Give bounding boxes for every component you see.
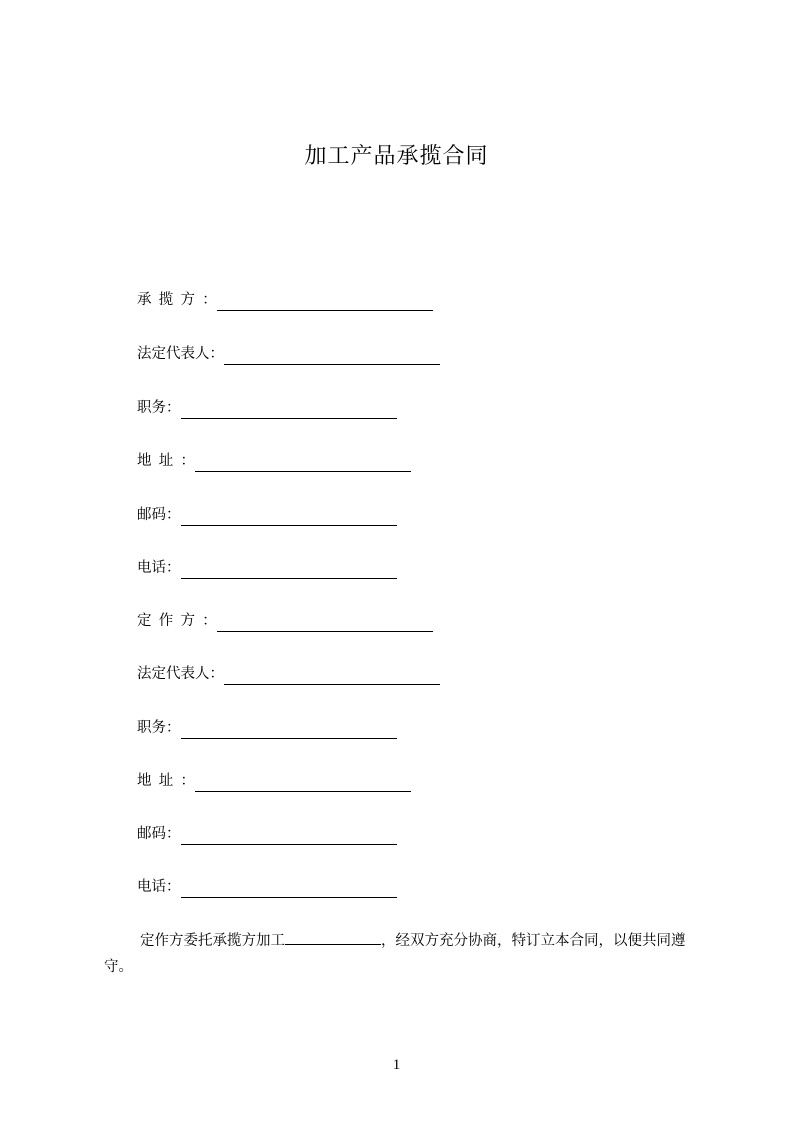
client-postcode-field xyxy=(137,821,397,847)
colon: ： xyxy=(166,560,181,576)
contractor-phone-label: 电话 xyxy=(137,560,166,576)
contractor-phone-field xyxy=(137,555,397,581)
contractor-position-blank[interactable] xyxy=(181,400,397,419)
colon: ： xyxy=(202,613,217,629)
contractor-phone-blank[interactable] xyxy=(181,560,397,579)
contractor-postcode-label: 邮码 xyxy=(137,507,166,523)
contractor-rep-blank[interactable] xyxy=(224,346,440,365)
contractor-party-blank[interactable] xyxy=(217,292,433,311)
client-party-label: 定作方 xyxy=(137,613,203,629)
colon: ： xyxy=(180,773,195,789)
colon: ： xyxy=(166,720,181,736)
client-postcode-blank[interactable] xyxy=(181,826,397,845)
client-phone-label: 电话 xyxy=(137,879,166,895)
contractor-party-field xyxy=(137,287,433,313)
contractor-rep-field xyxy=(137,341,440,367)
contractor-address-label: 地址 xyxy=(137,453,181,469)
paragraph-text-end: 同遵守。 xyxy=(104,933,686,975)
client-address-field xyxy=(137,768,411,794)
contractor-address-blank[interactable] xyxy=(195,453,411,472)
colon: ： xyxy=(202,292,217,308)
paragraph-text-start: 定作方委托承揽方加工 xyxy=(140,933,285,949)
client-position-label: 职务 xyxy=(137,720,166,736)
client-rep-field xyxy=(137,661,440,687)
client-rep-blank[interactable] xyxy=(224,666,440,685)
contractor-party-label: 承揽方 xyxy=(137,292,203,308)
product-name-blank[interactable] xyxy=(285,928,381,945)
contractor-position-field xyxy=(137,395,397,421)
colon: ： xyxy=(209,346,224,362)
page-number: 1 xyxy=(392,1057,401,1073)
agreement-paragraph xyxy=(104,928,704,980)
client-postcode-label: 邮码 xyxy=(137,826,166,842)
client-phone-blank[interactable] xyxy=(181,879,397,898)
client-party-blank[interactable] xyxy=(217,613,433,632)
colon: ： xyxy=(166,826,181,842)
client-position-field xyxy=(137,715,397,741)
client-address-label: 地址 xyxy=(137,773,181,789)
client-rep-label: 法定代表人 xyxy=(137,666,210,682)
contract-title: 加工产品承揽合同 xyxy=(304,144,489,169)
contractor-postcode-blank[interactable] xyxy=(181,507,397,526)
colon: ： xyxy=(209,666,224,682)
contractor-postcode-field xyxy=(137,502,397,528)
colon: ： xyxy=(166,507,181,523)
client-phone-field xyxy=(137,874,397,900)
colon: ： xyxy=(166,400,181,416)
colon: ： xyxy=(180,453,195,469)
contractor-rep-label: 法定代表人 xyxy=(137,346,210,362)
client-position-blank[interactable] xyxy=(181,720,397,739)
colon: ： xyxy=(166,879,181,895)
client-address-blank[interactable] xyxy=(195,773,411,792)
client-party-field xyxy=(137,608,433,634)
contractor-address-field xyxy=(137,448,411,474)
paragraph-text-continue: ，经双方充分协商，特订立本合同，以便共 xyxy=(381,933,657,949)
contractor-position-label: 职务 xyxy=(137,400,166,416)
